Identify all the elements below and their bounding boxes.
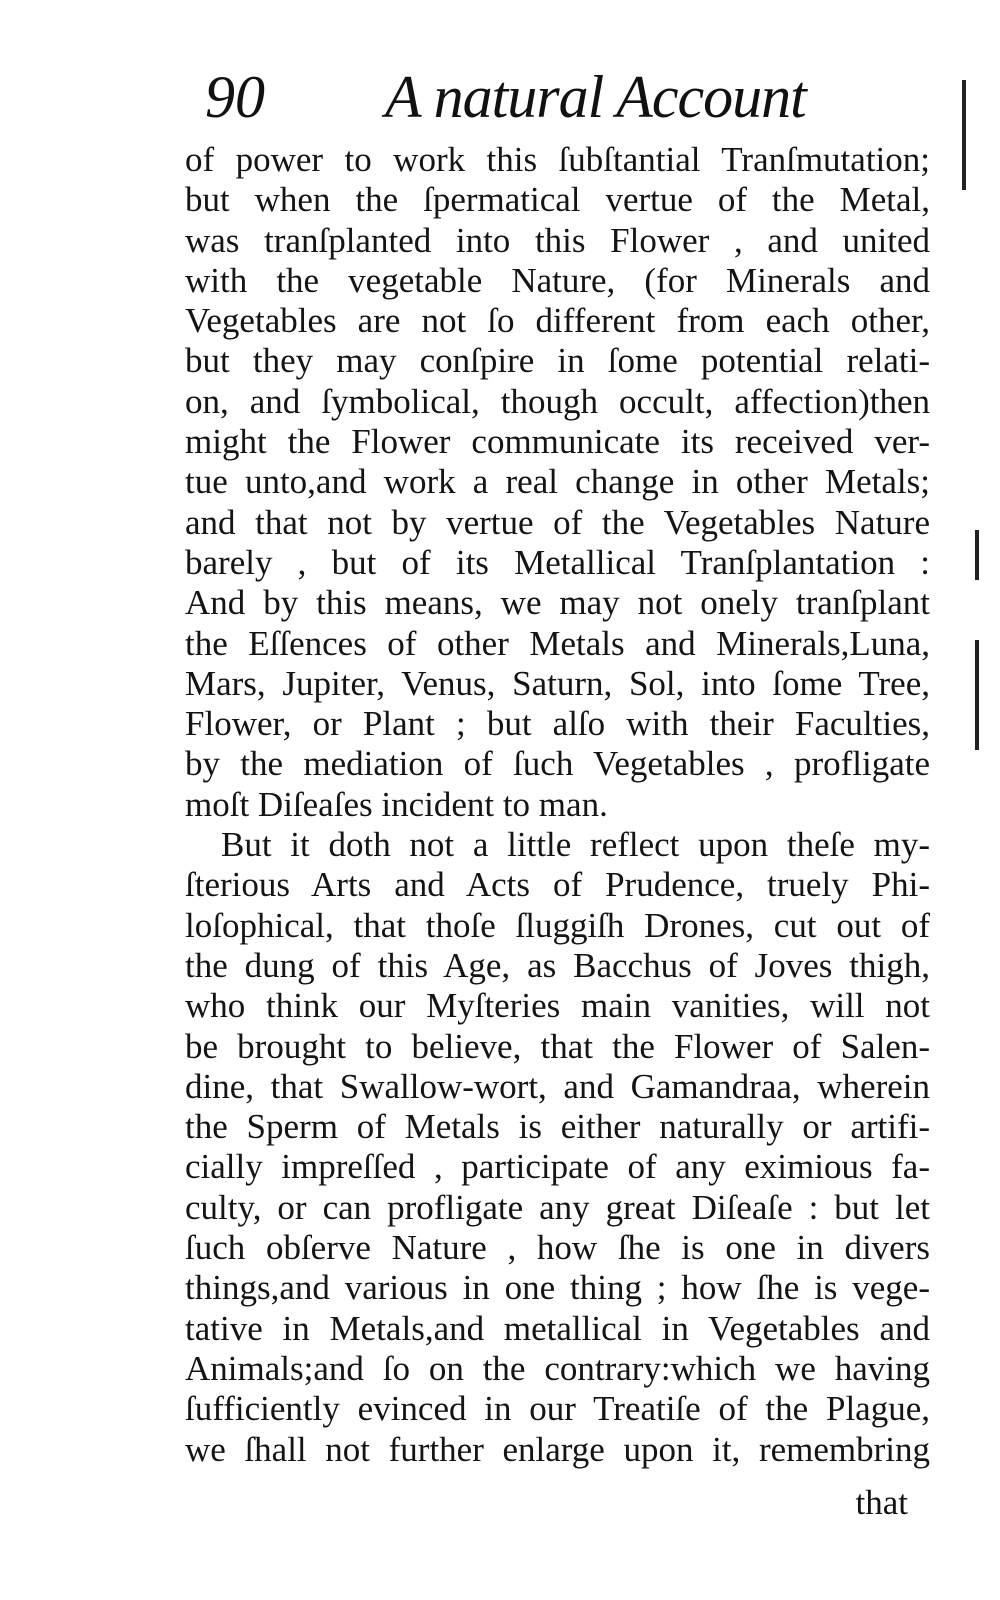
text-line-paragraph-start: But it doth not a little reflect upon theſe my- xyxy=(221,825,930,865)
scan-edge-mark xyxy=(975,530,979,580)
running-head xyxy=(205,62,845,132)
text-line: ſterious Arts and Acts of Prudence, truely Phi- xyxy=(185,865,930,905)
text-line: we ſhall not further enlarge upon it, remembring xyxy=(185,1429,930,1469)
text-line: the dung of this Age, as Bacchus of Joves thigh, xyxy=(185,945,930,985)
text-line: by the mediation of ſuch Vegetables , profligate xyxy=(185,744,930,784)
text-line: ſuch obſerve Nature , how ſhe is one in divers xyxy=(185,1228,930,1268)
text-line: the Eſſences of other Metals and Minerals,Luna, xyxy=(185,623,930,663)
text-line: of power to work this ſubſtantial Tranſmutation; xyxy=(185,140,930,179)
text-line: and that not by vertue of the Vegetables Nature xyxy=(185,502,930,542)
text-line: things,and various in one thing ; how ſhe is vege- xyxy=(185,1268,930,1308)
text-line: Flower, or Plant ; but alſo with their Faculties, xyxy=(185,704,930,744)
scan-edge-mark xyxy=(962,80,966,190)
text-line: And by this means, we may not onely tranſplant xyxy=(185,583,930,623)
text-line: loſophical, that thoſe ſluggiſh Drones, cut out of xyxy=(185,905,930,945)
body-text xyxy=(185,140,930,1470)
text-line: tue unto,and work a real change in other Metals; xyxy=(185,462,930,502)
scan-edge-mark xyxy=(975,640,979,750)
text-line: who think our Myſteries main vanities, will not xyxy=(185,986,930,1026)
text-line: might the Flower communicate its received ver- xyxy=(185,422,930,462)
text-line: Vegetables are not ſo different from each other, xyxy=(185,301,930,341)
text-line: but when the ſpermatical vertue of the Metal, xyxy=(185,180,930,220)
text-line: with the vegetable Nature, (for Minerals and xyxy=(185,260,930,300)
text-line-paragraph-end: moſt Diſeaſes incident to man. xyxy=(185,784,608,824)
text-line: cially impreſſed , participate of any eximious fa- xyxy=(185,1147,930,1187)
text-line: but they may conſpire in ſome potential relati- xyxy=(185,341,930,381)
text-line: was tranſplanted into this Flower , and united xyxy=(185,220,930,260)
text-line: on, and ſymbolical, though occult, affection)then xyxy=(185,381,930,421)
text-line: be brought to believe, that the Flower of Salen- xyxy=(185,1026,930,1066)
text-line: dine, that Swallow-wort, and Gamandraa, wherein xyxy=(185,1066,930,1106)
text-line: tative in Metals,and metallical in Vegetables and xyxy=(185,1308,930,1348)
catchword: that xyxy=(855,1483,908,1522)
text-line: Animals;and ſo on the contrary:which we having xyxy=(185,1348,930,1388)
text-line: barely , but of its Metallical Tranſplantation : xyxy=(185,542,930,582)
text-line: the Sperm of Metals is either naturally or artifi- xyxy=(185,1107,930,1147)
running-title: A natural Account xyxy=(385,64,806,130)
text-line: Mars, Jupiter, Venus, Saturn, Sol, into ſome Tree, xyxy=(185,663,930,703)
page-number: 90 xyxy=(205,64,265,130)
text-line: ſufficiently evinced in our Treatiſe of the Plague, xyxy=(185,1389,930,1429)
text-line: culty, or can profligate any great Diſeaſe : but let xyxy=(185,1187,930,1227)
